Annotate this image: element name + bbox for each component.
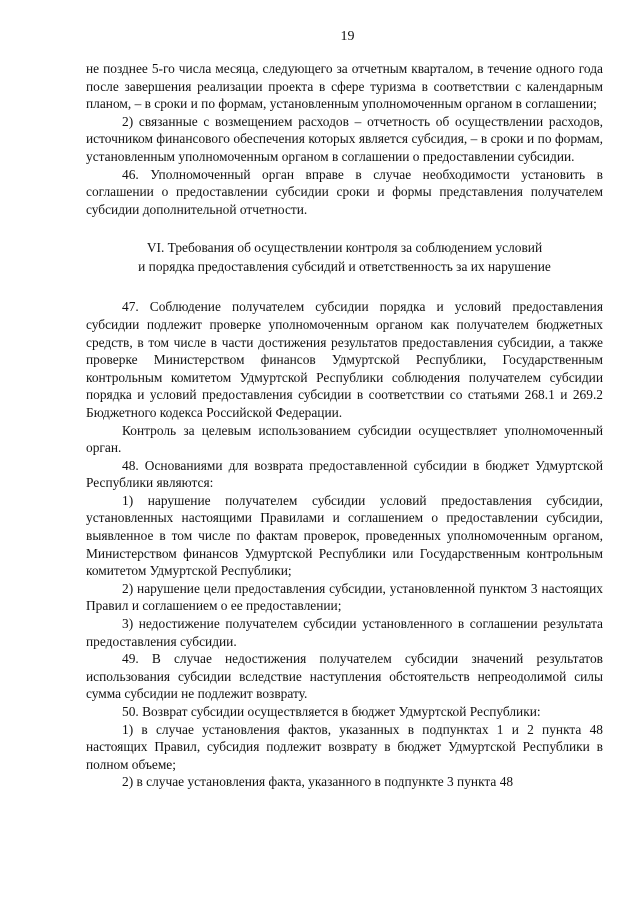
section-heading-line: VI. Требования об осуществлении контроля за соблюдением условий — [146, 240, 543, 256]
paragraphs-top — [86, 60, 603, 218]
paragraph: 1) нарушение получателем субсидии условий предоставления субсидии, установленных настоящими Правилами и соглашением о предоставлении субсидии, выявленное в том числе по фактам проверок, проведенных уполномоченным органом, Министерством финансов Удмуртской Республики или Государственным контрольным комитетом Удмуртской Республики; — [86, 492, 603, 579]
section-heading-line: и порядка предоставления субсидий и ответственность за их нарушение — [138, 259, 551, 275]
paragraph: 47. Соблюдение получателем субсидии порядка и условий предоставления субсидии подлежит проверке уполномоченным органом как получателем бюджетных средств, в том числе в части достижения результатов предоставления субсидии, а также проверке Министерством финансов Удмуртской Республики, Государственным контрольным комитетом Удмуртской Республики соблюдения получателем субсидии порядка и условий предоставления субсидии в соответствии со статьями 268.1 и 269.2 Бюджетного кодекса Российской Федерации. — [86, 299, 603, 420]
paragraphs-bottom — [86, 298, 603, 791]
paragraph: 50. Возврат субсидии осуществляется в бюджет Удмуртской Республики: — [122, 704, 541, 719]
paragraph: 49. В случае недостижения получателем субсидии значений результатов использования субсидии вследствие наступления обстоятельств непреодолимой силы сумма субсидии не подлежит возврату. — [86, 651, 603, 702]
paragraph: 2) нарушение цели предоставления субсидии, установленной пунктом 3 настоящих Правил и соглашением о ее предоставлении; — [86, 580, 603, 614]
paragraph: 46. Уполномоченный орган вправе в случае необходимости установить в соглашении о предоставлении субсидии сроки и формы представления получателем субсидии дополнительной отчетности. — [86, 166, 603, 217]
paragraph: 2) в случае установления факта, указанного в подпункте 3 пункта 48 — [122, 774, 514, 790]
section-heading — [86, 238, 603, 276]
paragraph: 2) связанные с возмещением расходов – отчетность об осуществлении расходов, источником финансового обеспечения которых является субсидия, – в сроки и по формам, установленным уполномоченным органом в соглашении о предоставлении субсидии. — [86, 113, 603, 164]
paragraph: Контроль за целевым использованием субсидии осуществляет уполномоченный орган. — [86, 422, 603, 456]
paragraph: 3) недостижение получателем субсидии установленного в соглашении результата предоставления субсидии. — [86, 616, 603, 649]
page-number: 19 — [340, 29, 355, 44]
paragraph: не позднее 5-го числа месяца, следующего за отчетным кварталом, в течение одного года после завершения реализации проекта в сфере туризма в соответствии с календарным планом, – в сроки и по формам, установленным уполномоченным органом в соглашении; — [86, 61, 603, 112]
paragraph: 48. Основаниями для возврата предоставленной субсидии в бюджет Удмуртской Республики являются: — [86, 457, 603, 491]
paragraph: 1) в случае установления фактов, указанных в подпунктах 1 и 2 пункта 48 настоящих Правил, субсидия подлежит возврату в бюджет Удмуртской Республики в полном объеме; — [86, 721, 603, 772]
